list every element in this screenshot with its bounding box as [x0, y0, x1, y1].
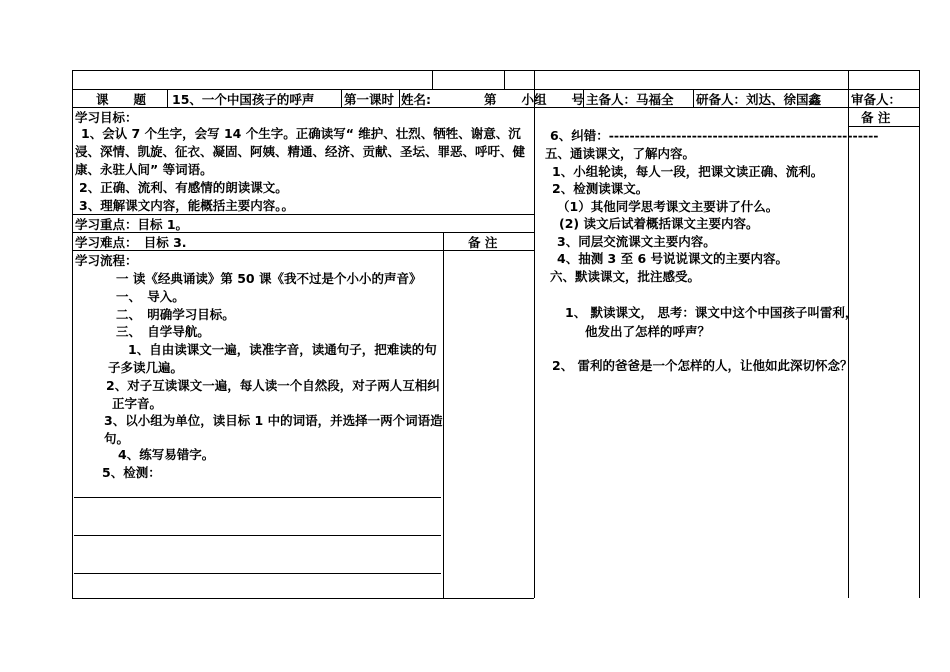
rule-goals-bottom	[72, 214, 535, 215]
flow-sub-1: 1、自由读课文一遍，读准字音，读通句子，把难读的句子多读几遍。	[108, 342, 437, 375]
right-item-3: 3、同层交流课文主要内容。	[557, 234, 716, 249]
right-item-4: 4、抽测 3 至 6 号说说课文的主要内容。	[557, 251, 789, 266]
subject-label: 课 题	[96, 92, 147, 107]
question-1: 1、 默读课文， 思考：课文中这个中国孩子叫雷利，他发出了怎样的呼声？	[565, 305, 858, 339]
flow-step-1: 一、 导入。	[116, 289, 185, 304]
goal-item-2: 2、正确、流利、有感情的朗读课文。	[79, 180, 288, 195]
lesson-title: 15、一个中国孩子的呼声	[172, 92, 315, 107]
rule-left	[72, 70, 73, 598]
answer-line	[74, 497, 441, 498]
rule-remarks-right	[848, 126, 920, 127]
rule-right	[919, 70, 920, 598]
flow-sub-2: 2、对子互读课文一遍，每人读一个自然段，对子两人互相纠正字音。	[106, 378, 440, 411]
rule-top	[72, 70, 920, 71]
rule-header-bottom	[72, 107, 920, 108]
rule-hdr-5	[693, 89, 694, 107]
right-item-2a: （1）其他同学思考课文主要讲了什么。	[557, 199, 779, 214]
rule-focus-bottom	[72, 232, 535, 233]
difficulty-row: 学习难点： 目标 3.	[75, 235, 187, 250]
flow-step-2: 二、 明确学习目标。	[116, 307, 235, 322]
flow-heading: 学习流程：	[75, 253, 138, 268]
flow-sub-4: 4、练写易错字。	[118, 447, 215, 462]
goal-item-3: 3、理解课文内容，能概括主要内容。。	[79, 198, 294, 213]
period-label: 第一课时	[344, 92, 395, 107]
rule-hdr-3	[399, 89, 400, 107]
answer-line	[74, 535, 441, 536]
reviewer-label: 审备人：	[851, 92, 902, 107]
rule-difficulty-bottom	[72, 250, 535, 251]
right-item-2: 2、检测读课文。	[552, 181, 649, 196]
group-label: 第 小组 号	[484, 92, 585, 107]
section-5: 五、通读课文，了解内容。	[545, 146, 696, 161]
rule-top-cell-a	[432, 70, 433, 89]
flow-reading: 一 读《经典诵读》第 50 课《我不过是个小小的声音》	[116, 271, 422, 286]
name-label: 姓名:	[401, 92, 431, 107]
flow-sub-5: 5、检测：	[102, 465, 161, 480]
flow-sub-3: 3、以小组为单位，读目标 1 中的词语，并选择一两个词语造句。	[104, 413, 443, 446]
remarks-label-right: 备 注	[861, 110, 891, 125]
goals-heading: 学习目标：	[75, 110, 138, 125]
section-6: 六、默读课文，批注感受。	[550, 269, 701, 284]
right-item-2b: (2) 读文后试着概括课文主要内容。	[559, 216, 759, 231]
right-item-1: 1、小组轮读，每人一段，把课文读正确、流利。	[552, 164, 824, 179]
preparer-label: 主备人：马福全	[586, 92, 674, 107]
rule-hdr-2	[341, 89, 342, 107]
remarks-label-left: 备 注	[468, 235, 498, 250]
co-preparers-label: 研备人：刘达、徐国鑫	[696, 92, 822, 107]
rule-header-top	[72, 89, 920, 90]
rule-top-cell-b	[504, 70, 505, 89]
goal-item-1: 1、会认 7 个生字，会写 14 个生字。正确读写“ 维护、壮烈、牺牲、谢意、沉浸、深情、凯旋、征衣、凝固、阿姨、精通、经济、贡献、圣坛、罪恶、呼吁、健康、永驻人间” 等词语。	[75, 126, 526, 177]
question-2: 2、 雷利的爸爸是一个怎样的人，让他如此深切怀念？	[552, 358, 853, 373]
focus-row: 学习重点：目标 1。	[75, 217, 189, 232]
rule-bottom	[72, 598, 534, 599]
rule-middle	[534, 70, 535, 598]
flow-step-3: 三、 自学导航。	[116, 324, 210, 339]
correction-line: 6、纠错：----------------------------------------------------	[550, 128, 879, 143]
rule-hdr-1	[167, 89, 168, 107]
answer-line	[74, 573, 441, 574]
